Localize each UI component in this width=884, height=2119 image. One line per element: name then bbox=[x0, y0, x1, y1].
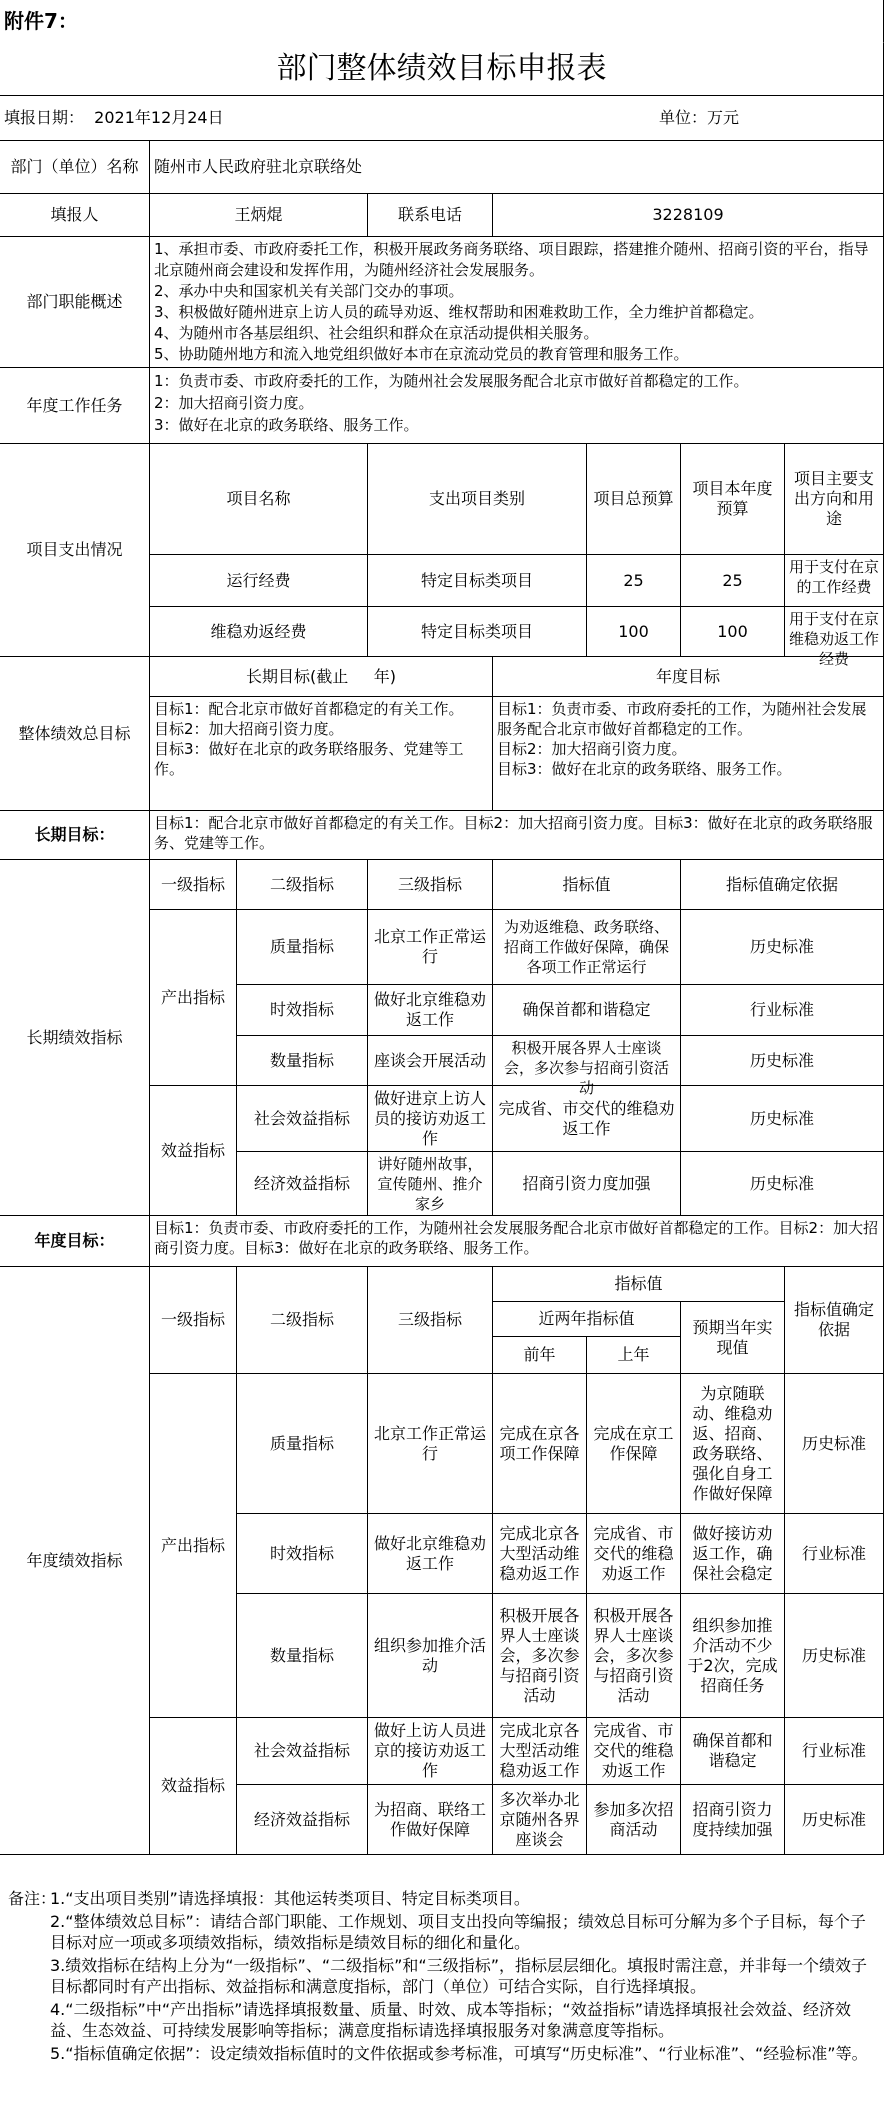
note-item: 1.“支出项目类别”请选择填报：其他运转类项目、特定目标类项目。 bbox=[50, 1889, 530, 1908]
annual-output-label: 产出指标 bbox=[149, 1373, 237, 1718]
annual-row-2-basis: 行业标准 bbox=[784, 1513, 884, 1594]
long-row-4-val: 完成省、市交代的维稳劝返工作 bbox=[492, 1085, 681, 1152]
long-row-4-l2: 社会效益指标 bbox=[236, 1085, 368, 1152]
functions-label: 部门职能概述 bbox=[0, 236, 150, 368]
projects-label: 项目支出情况 bbox=[0, 443, 150, 657]
projects-header-use: 项目主要支出方向和用途 bbox=[784, 443, 884, 555]
annual-row-4-prev: 完成北京各大型活动维稳劝返工作 bbox=[492, 1717, 587, 1785]
project-row-1-total: 25 bbox=[586, 554, 681, 607]
dept-label: 部门（单位）名称 bbox=[0, 140, 150, 194]
long-row-1-basis: 历史标准 bbox=[680, 909, 884, 985]
long-row-5-basis: 历史标准 bbox=[680, 1151, 884, 1216]
attachment-label: 附件7： bbox=[0, 0, 884, 43]
project-row-2-category: 特定目标类项目 bbox=[367, 606, 587, 657]
project-row-1-category: 特定目标类项目 bbox=[367, 554, 587, 607]
long-row-3-l2: 数量指标 bbox=[236, 1035, 368, 1086]
long-benefit-label: 效益指标 bbox=[149, 1085, 237, 1216]
long-goal-label: 长期目标： bbox=[0, 810, 150, 860]
phone-value: 3228109 bbox=[492, 193, 884, 237]
annual-row-3-l3: 组织参加推介活动 bbox=[367, 1593, 493, 1718]
project-row-1-year: 25 bbox=[680, 554, 785, 607]
long-output-label: 产出指标 bbox=[149, 909, 237, 1086]
annual-benefit-label: 效益指标 bbox=[149, 1717, 237, 1855]
long-header-l1: 一级指标 bbox=[149, 859, 237, 910]
annual-header-basis: 指标值确定依据 bbox=[784, 1266, 884, 1374]
long-row-3-val: 积极开展各界人士座谈会，多次参与招商引资活动 bbox=[492, 1035, 681, 1086]
annual-row-4-l2: 社会效益指标 bbox=[236, 1717, 368, 1785]
long-row-3-basis: 历史标准 bbox=[680, 1035, 884, 1086]
annual-row-1-last: 完成在京工作保障 bbox=[586, 1373, 681, 1514]
projects-header-category: 支出项目类别 bbox=[367, 443, 587, 555]
note-item: 5.“指标值确定依据”：设定绩效指标值时的文件依据或参考标准，可填写“历史标准”、“行业标准”、“经验标准”等。 bbox=[50, 2044, 868, 2063]
annual-row-1-l2: 质量指标 bbox=[236, 1373, 368, 1514]
long-row-1-l3: 北京工作正常运行 bbox=[367, 909, 493, 985]
annual-row-2-l3: 做好北京维稳劝返工作 bbox=[367, 1513, 493, 1594]
functions-text: 1、承担市委、市政府委托工作，积极开展政务商务联络、项目跟踪，搭建推介随州、招商引资的平台，指导北京随州商会建设和发挥作用，为随州经济社会发展服务。 2、承办中央和国家机关有关部门交办的事项。 3、积极做好随州进京上访人员的疏导劝返、维权帮助和困难救助工作，全力维护首都稳定。 4、为随州市各基层组织、社会组织和群众在京活动提供相关服务。 5、协助随州地方和流入地党组织做好本市在京流动党员的教育管理和服务工作。 bbox=[149, 236, 884, 368]
long-row-4-l3: 做好进京上访人员的接访劝返工作 bbox=[367, 1085, 493, 1152]
annual-row-3-prev: 积极开展各界人士座谈会，多次参与招商引资活动 bbox=[492, 1593, 587, 1718]
annual-header: 年度目标 bbox=[492, 656, 884, 697]
long-row-1-val: 为劝返维稳、政务联络、招商工作做好保障，确保各项工作正常运行 bbox=[492, 909, 681, 985]
annual-row-3-basis: 历史标准 bbox=[784, 1593, 884, 1718]
projects-header-total: 项目总预算 bbox=[586, 443, 681, 555]
annual-row-3-expected: 组织参加推介活动不少于2次，完成招商任务 bbox=[680, 1593, 785, 1718]
note-item: 2.“整体绩效总目标”：请结合部门职能、工作规划、项目支出投向等编报；绩效总目标可分解为多个子目标，每个子目标对应一项或多项绩效指标，绩效指标是绩效目标的细化和量化。 bbox=[50, 1912, 866, 1952]
long-row-3-l3: 座谈会开展活动 bbox=[367, 1035, 493, 1086]
note-item: 3.绩效指标在结构上分为“一级指标”、“二级指标”和“三级指标”，指标层层细化。填报时需注意，并非每一个绩效子目标都同时有产出指标、效益指标和满意度指标，部门（单位）可结合实际，自行选择填报。 bbox=[50, 1956, 868, 1996]
annual-header-expected: 预期当年实现值 bbox=[680, 1301, 785, 1374]
annual-header-l1: 一级指标 bbox=[149, 1266, 237, 1374]
annual-header-recent: 近两年指标值 bbox=[492, 1301, 681, 1337]
dept-name: 随州市人民政府驻北京联络处 bbox=[149, 140, 884, 194]
annual-header-val: 指标值 bbox=[492, 1266, 785, 1302]
project-row-1-name: 运行经费 bbox=[149, 554, 368, 607]
long-header-basis: 指标值确定依据 bbox=[680, 859, 884, 910]
long-row-4-basis: 历史标准 bbox=[680, 1085, 884, 1152]
project-row-2-name: 维稳劝返经费 bbox=[149, 606, 368, 657]
project-row-2-total: 100 bbox=[586, 606, 681, 657]
filler-label: 填报人 bbox=[0, 193, 150, 237]
unit-label: 单位：万元 bbox=[654, 95, 884, 141]
note-item: 4.“二级指标”中“产出指标”请选择填报数量、质量、时效、成本等指标；“效益指标”请选择填报社会效益、经济效益、生态效益、可持续发展影响等指标；满意度指标请选择填报服务对象满意度等指标。 bbox=[50, 2000, 852, 2040]
annual-row-5-last: 参加多次招商活动 bbox=[586, 1784, 681, 1855]
long-header-l2: 二级指标 bbox=[236, 859, 368, 910]
phone-label: 联系电话 bbox=[367, 193, 493, 237]
annual-perf-label: 年度绩效指标 bbox=[0, 1266, 150, 1855]
long-row-2-l2: 时效指标 bbox=[236, 984, 368, 1036]
annual-row-1-basis: 历史标准 bbox=[784, 1373, 884, 1514]
projects-header-year: 项目本年度预算 bbox=[680, 443, 785, 555]
long-row-2-val: 确保首都和谐稳定 bbox=[492, 984, 681, 1036]
annual-header-l2: 二级指标 bbox=[236, 1266, 368, 1374]
overall-long-text: 目标1：配合北京市做好首都稳定的有关工作。 目标2：加大招商引资力度。 目标3：做好在北京的政务联络服务、党建等工作。 bbox=[149, 696, 493, 811]
annual-header-l3: 三级指标 bbox=[367, 1266, 493, 1374]
long-row-5-val: 招商引资力度加强 bbox=[492, 1151, 681, 1216]
project-row-2-use: 用于支付在京维稳劝返工作经费 bbox=[784, 606, 884, 657]
long-row-2-l3: 做好北京维稳劝返工作 bbox=[367, 984, 493, 1036]
overall-label: 整体绩效总目标 bbox=[0, 656, 150, 811]
annual-row-2-l2: 时效指标 bbox=[236, 1513, 368, 1594]
annual-row-5-basis: 历史标准 bbox=[784, 1784, 884, 1855]
annual-row-2-prev: 完成北京各大型活动维稳劝返工作 bbox=[492, 1513, 587, 1594]
projects-header-name: 项目名称 bbox=[149, 443, 368, 555]
annual-header-prev: 前年 bbox=[492, 1336, 587, 1374]
filler-name: 王炳焜 bbox=[149, 193, 368, 237]
annual-row-4-basis: 行业标准 bbox=[784, 1717, 884, 1785]
annual-row-4-last: 完成省、市交代的维稳劝返工作 bbox=[586, 1717, 681, 1785]
long-header-val: 指标值 bbox=[492, 859, 681, 910]
form-title: 部门整体绩效目标申报表 bbox=[0, 42, 884, 96]
annual-goal-label: 年度目标： bbox=[0, 1215, 150, 1267]
overall-annual-text: 目标1：负责市委、市政府委托的工作，为随州社会发展服务配合北京市做好首都稳定的工作。 目标2：加大招商引资力度。 目标3：做好在北京的政务联络、服务工作。 bbox=[492, 696, 884, 811]
project-row-1-use: 用于支付在京的工作经费 bbox=[784, 554, 884, 607]
annual-row-1-l3: 北京工作正常运行 bbox=[367, 1373, 493, 1514]
annual-tasks-text: 1：负责市委、市政府委托的工作，为随州社会发展服务配合北京市做好首都稳定的工作。 2：加大招商引资力度。 3：做好在北京的政务联络、服务工作。 bbox=[149, 367, 884, 444]
longterm-header: 长期目标(截止 年) bbox=[149, 656, 493, 697]
annual-tasks-label: 年度工作任务 bbox=[0, 367, 150, 444]
annual-goal-text: 目标1：负责市委、市政府委托的工作，为随州社会发展服务配合北京市做好首都稳定的工作。目标2：加大招商引资力度。目标3：做好在北京的政务联络、服务工作。 bbox=[149, 1215, 884, 1267]
long-row-2-basis: 行业标准 bbox=[680, 984, 884, 1036]
long-goal-text: 目标1：配合北京市做好首都稳定的有关工作。目标2：加大招商引资力度。目标3：做好在北京的政务联络服务、党建等工作。 bbox=[149, 810, 884, 860]
annual-row-5-prev: 多次举办北京随州各界座谈会 bbox=[492, 1784, 587, 1855]
annual-row-1-expected: 为京随联动、维稳劝返、招商、政务联络、强化自身工作做好保障 bbox=[680, 1373, 785, 1514]
long-row-5-l3: 讲好随州故事，宣传随州、推介家乡 bbox=[367, 1151, 493, 1216]
fill-date: 填报日期： 2021年12月24日 bbox=[0, 95, 659, 141]
long-row-1-l2: 质量指标 bbox=[236, 909, 368, 985]
annual-row-2-last: 完成省、市交代的维稳劝返工作 bbox=[586, 1513, 681, 1594]
annual-row-2-expected: 做好接访劝返工作，确保社会稳定 bbox=[680, 1513, 785, 1594]
annual-row-5-l3: 为招商、联络工作做好保障 bbox=[367, 1784, 493, 1855]
annual-row-1-prev: 完成在京各项工作保障 bbox=[492, 1373, 587, 1514]
annual-row-4-expected: 确保首都和谐稳定 bbox=[680, 1717, 785, 1785]
long-perf-label: 长期绩效指标 bbox=[0, 859, 150, 1216]
annual-row-5-expected: 招商引资力度持续加强 bbox=[680, 1784, 785, 1855]
annual-row-5-l2: 经济效益指标 bbox=[236, 1784, 368, 1855]
annual-row-3-last: 积极开展各界人士座谈会，多次参与招商引资活动 bbox=[586, 1593, 681, 1718]
project-row-2-year: 100 bbox=[680, 606, 785, 657]
notes-label: 备注： bbox=[8, 1889, 57, 1908]
long-row-5-l2: 经济效益指标 bbox=[236, 1151, 368, 1216]
annual-row-4-l3: 做好上访人员进京的接访劝返工作 bbox=[367, 1717, 493, 1785]
annual-row-3-l2: 数量指标 bbox=[236, 1593, 368, 1718]
long-header-l3: 三级指标 bbox=[367, 859, 493, 910]
annual-header-last: 上年 bbox=[586, 1336, 681, 1374]
